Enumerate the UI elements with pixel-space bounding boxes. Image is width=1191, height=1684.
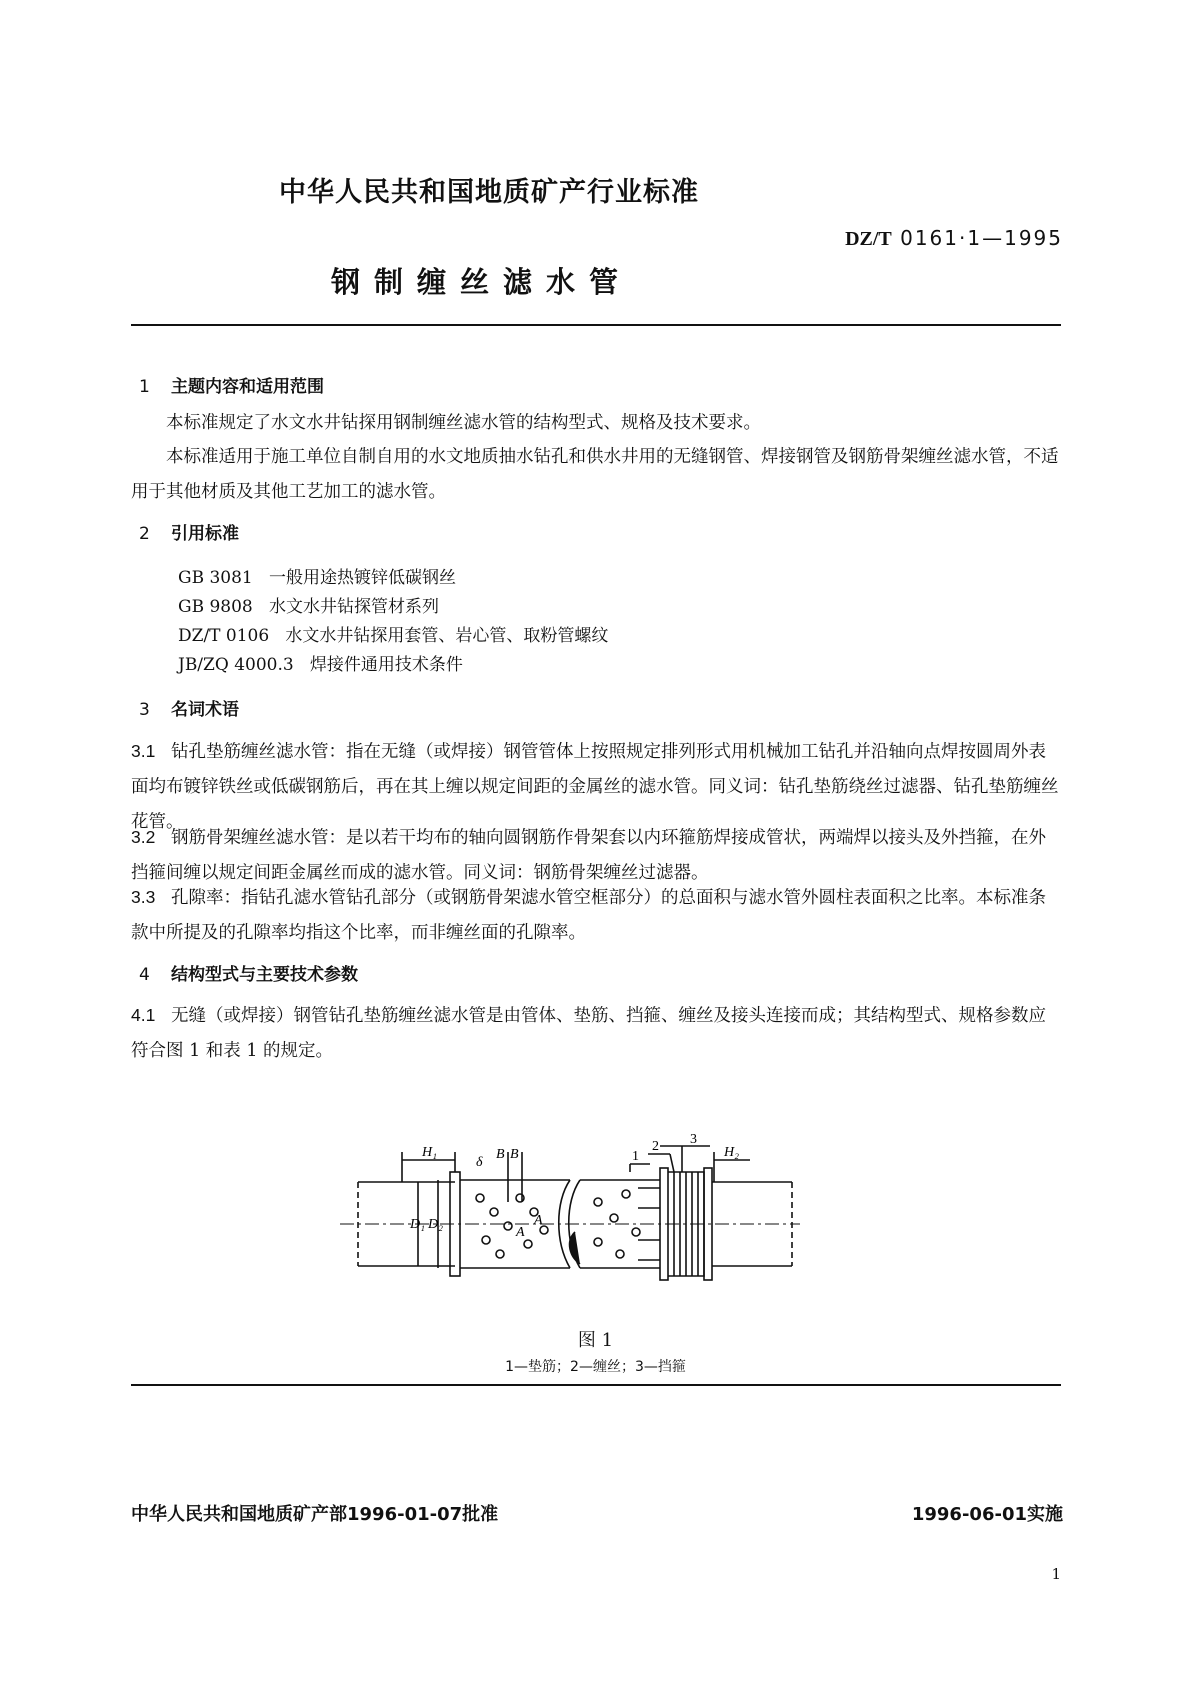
section-1-heading bbox=[139, 372, 324, 397]
section-1-paragraph-2: 本标准适用于施工单位自制自用的水文地质抽水钻孔和供水井用的无缝钢管、焊接钢管及钢筋骨架缠丝滤水管，不适用于其他材质及其他工艺加工的滤水管。 bbox=[131, 447, 1059, 502]
section-3-title: 名词术语 bbox=[171, 700, 239, 720]
figure-label-b: B bbox=[510, 1147, 519, 1162]
term-3-1-text: 钻孔垫筋缠丝滤水管：指在无缝（或焊接）钢管管体上按照规定排列形式用机械加工钻孔并沿轴向点焊按圆周外表面均布镀锌铁丝或低碳钢筋后，再在其上缠以规定间距的金属丝的滤水管。同义词：钻孔垫筋绕丝过滤器、钻孔垫筋缠丝花管。 bbox=[131, 742, 1059, 832]
figure-label-delta: δ bbox=[476, 1155, 483, 1170]
clause-4-1-text: 无缝（或焊接）钢管钻孔垫筋缠丝滤水管是由管体、垫筋、挡箍、缠丝及接头连接而成；其结构型式、规格参数应符合图 1 和表 1 的规定。 bbox=[131, 1006, 1046, 1061]
issuing-organization: 中华人民共和国地质矿产行业标准 bbox=[279, 177, 699, 208]
reference-item bbox=[178, 592, 439, 617]
page-number: 1 bbox=[1051, 1565, 1061, 1583]
figure-label-h2: H₂ bbox=[724, 1145, 739, 1160]
section-1-title: 主题内容和适用范围 bbox=[171, 377, 324, 397]
figure-label-d1: D₁ bbox=[410, 1217, 425, 1232]
reference-name: 水文水井钻探用套管、岩心管、取粉管螺纹 bbox=[285, 626, 609, 646]
section-1-number: 1 bbox=[139, 377, 150, 397]
standard-code bbox=[845, 226, 1063, 251]
reference-code: DZ/T 0106 bbox=[178, 626, 270, 646]
reference-code: GB 9808 bbox=[178, 597, 253, 617]
figure-label-d2: D₂ bbox=[428, 1217, 443, 1232]
term-3-3 bbox=[131, 880, 1063, 951]
reference-name: 一般用途热镀锌低碳钢丝 bbox=[268, 568, 456, 588]
clause-4-1-number: 4.1 bbox=[131, 1005, 156, 1025]
figure-label-h1: H₁ bbox=[422, 1145, 437, 1160]
section-1-paragraph-1: 本标准规定了水文水井钻探用钢制缠丝滤水管的结构型式、规格及技术要求。 bbox=[166, 413, 761, 433]
figure-callout-1: 1 bbox=[632, 1149, 639, 1164]
figure-callout-3: 3 bbox=[690, 1132, 697, 1147]
term-3-2-number: 3.2 bbox=[131, 827, 156, 847]
section-4-heading bbox=[139, 960, 358, 985]
header-rule bbox=[131, 324, 1061, 326]
effective-date: 1996-06-01实施 bbox=[911, 1504, 1063, 1525]
section-3-heading bbox=[139, 695, 239, 720]
figure-label-a: A bbox=[534, 1213, 543, 1228]
standard-code-prefix: DZ/T bbox=[845, 228, 892, 250]
figure-legend: 1—垫筋；2—缠丝；3—挡箍 bbox=[505, 1359, 686, 1375]
figure-label-a: A bbox=[516, 1225, 525, 1240]
section-2-heading bbox=[139, 519, 239, 544]
section-2-title: 引用标准 bbox=[171, 524, 239, 544]
reference-code: GB 3081 bbox=[178, 568, 253, 588]
term-3-3-text: 孔隙率：指钻孔滤水管钻孔部分（或钢筋骨架滤水管空框部分）的总面积与滤水管外圆柱表面积之比率。本标准条款中所提及的孔隙率均指这个比率，而非缠丝面的孔隙率。 bbox=[131, 888, 1046, 943]
section-2-number: 2 bbox=[139, 524, 150, 544]
section-3-number: 3 bbox=[139, 700, 150, 720]
footer-rule bbox=[131, 1384, 1061, 1386]
reference-item bbox=[178, 650, 463, 675]
figure-label-b: B bbox=[496, 1147, 505, 1162]
reference-item bbox=[178, 621, 608, 646]
reference-code: JB/ZQ 4000.3 bbox=[178, 655, 294, 675]
term-3-3-number: 3.3 bbox=[131, 887, 156, 907]
reference-item bbox=[178, 563, 456, 588]
document-title: 钢制缠丝滤水管 bbox=[331, 265, 633, 299]
figure-1-drawing bbox=[330, 1132, 810, 1297]
section-4-number: 4 bbox=[139, 965, 150, 985]
figure-caption: 图 1 bbox=[577, 1330, 614, 1351]
term-3-1-number: 3.1 bbox=[131, 741, 156, 761]
reference-name: 水文水井钻探管材系列 bbox=[268, 597, 439, 617]
standard-code-number: 0161·1—1995 bbox=[900, 226, 1063, 250]
section-4-title: 结构型式与主要技术参数 bbox=[171, 965, 358, 985]
figure-callout-2: 2 bbox=[652, 1139, 659, 1154]
reference-name: 焊接件通用技术条件 bbox=[309, 655, 463, 675]
approval-statement: 中华人民共和国地质矿产部1996-01-07批准 bbox=[131, 1504, 499, 1525]
term-3-2-text: 钢筋骨架缠丝滤水管：是以若干均布的轴向圆钢筋作骨架套以内环箍筋焊接成管状，两端焊以接头及外挡箍，在外挡箍间缠以规定间距金属丝而成的滤水管。同义词：钢筋骨架缠丝过滤器。 bbox=[131, 828, 1046, 883]
clause-4-1 bbox=[131, 998, 1063, 1069]
